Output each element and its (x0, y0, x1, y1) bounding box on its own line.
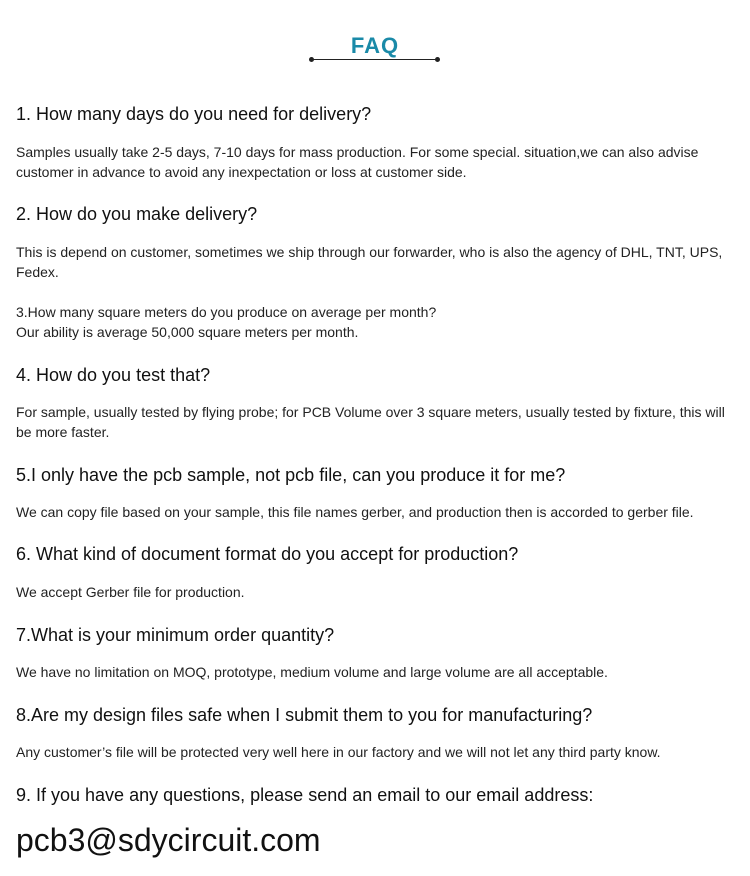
question-6: 6. What kind of document format do you accept for production? (16, 544, 519, 564)
answer-8: Any customer’s file will be protected very well here in our factory and we will not let any third party know. (16, 744, 661, 760)
page-title: FAQ (350, 33, 400, 58)
question-2: 2. How do you make delivery? (16, 204, 258, 224)
contact-email-link[interactable]: pcb3@sdycircuit.com (16, 822, 321, 858)
title-divider (311, 59, 437, 60)
question-3: 3.How many square meters do you produce on average per month? (16, 304, 437, 320)
question-5: 5.I only have the pcb sample, not pcb file, can you produce it for me? (16, 465, 566, 485)
question-7: 7.What is your minimum order quantity? (16, 625, 335, 645)
question-4: 4. How do you test that? (16, 365, 211, 385)
answer-2: This is depend on customer, sometimes we ship through our forwarder, who is also the agency of DHL, TNT, UPS, Fedex. (16, 244, 723, 280)
answer-4: For sample, usually tested by flying probe; for PCB Volume over 3 square meters, usually tested by fixture, this will be more faster. (16, 404, 725, 440)
answer-3: Our ability is average 50,000 square meters per month. (16, 324, 359, 340)
question-1: 1. How many days do you need for delivery? (16, 104, 372, 124)
rule-dot-right (435, 57, 440, 62)
question-8: 8.Are my design files safe when I submit them to you for manufacturing? (16, 705, 593, 725)
answer-7: We have no limitation on MOQ, prototype, medium volume and large volume are all acceptable. (16, 664, 608, 680)
answer-6: We accept Gerber file for production. (16, 584, 245, 600)
answer-5: We can copy file based on your sample, this file names gerber, and production then is accorded to gerber file. (16, 504, 694, 520)
answer-1: Samples usually take 2-5 days, 7-10 days for mass production. For some special. situation,we can also advise customer in advance to avoid any inexpectation or loss at customer side. (16, 144, 699, 180)
question-9: 9. If you have any questions, please send an email to our email address: (16, 785, 594, 805)
